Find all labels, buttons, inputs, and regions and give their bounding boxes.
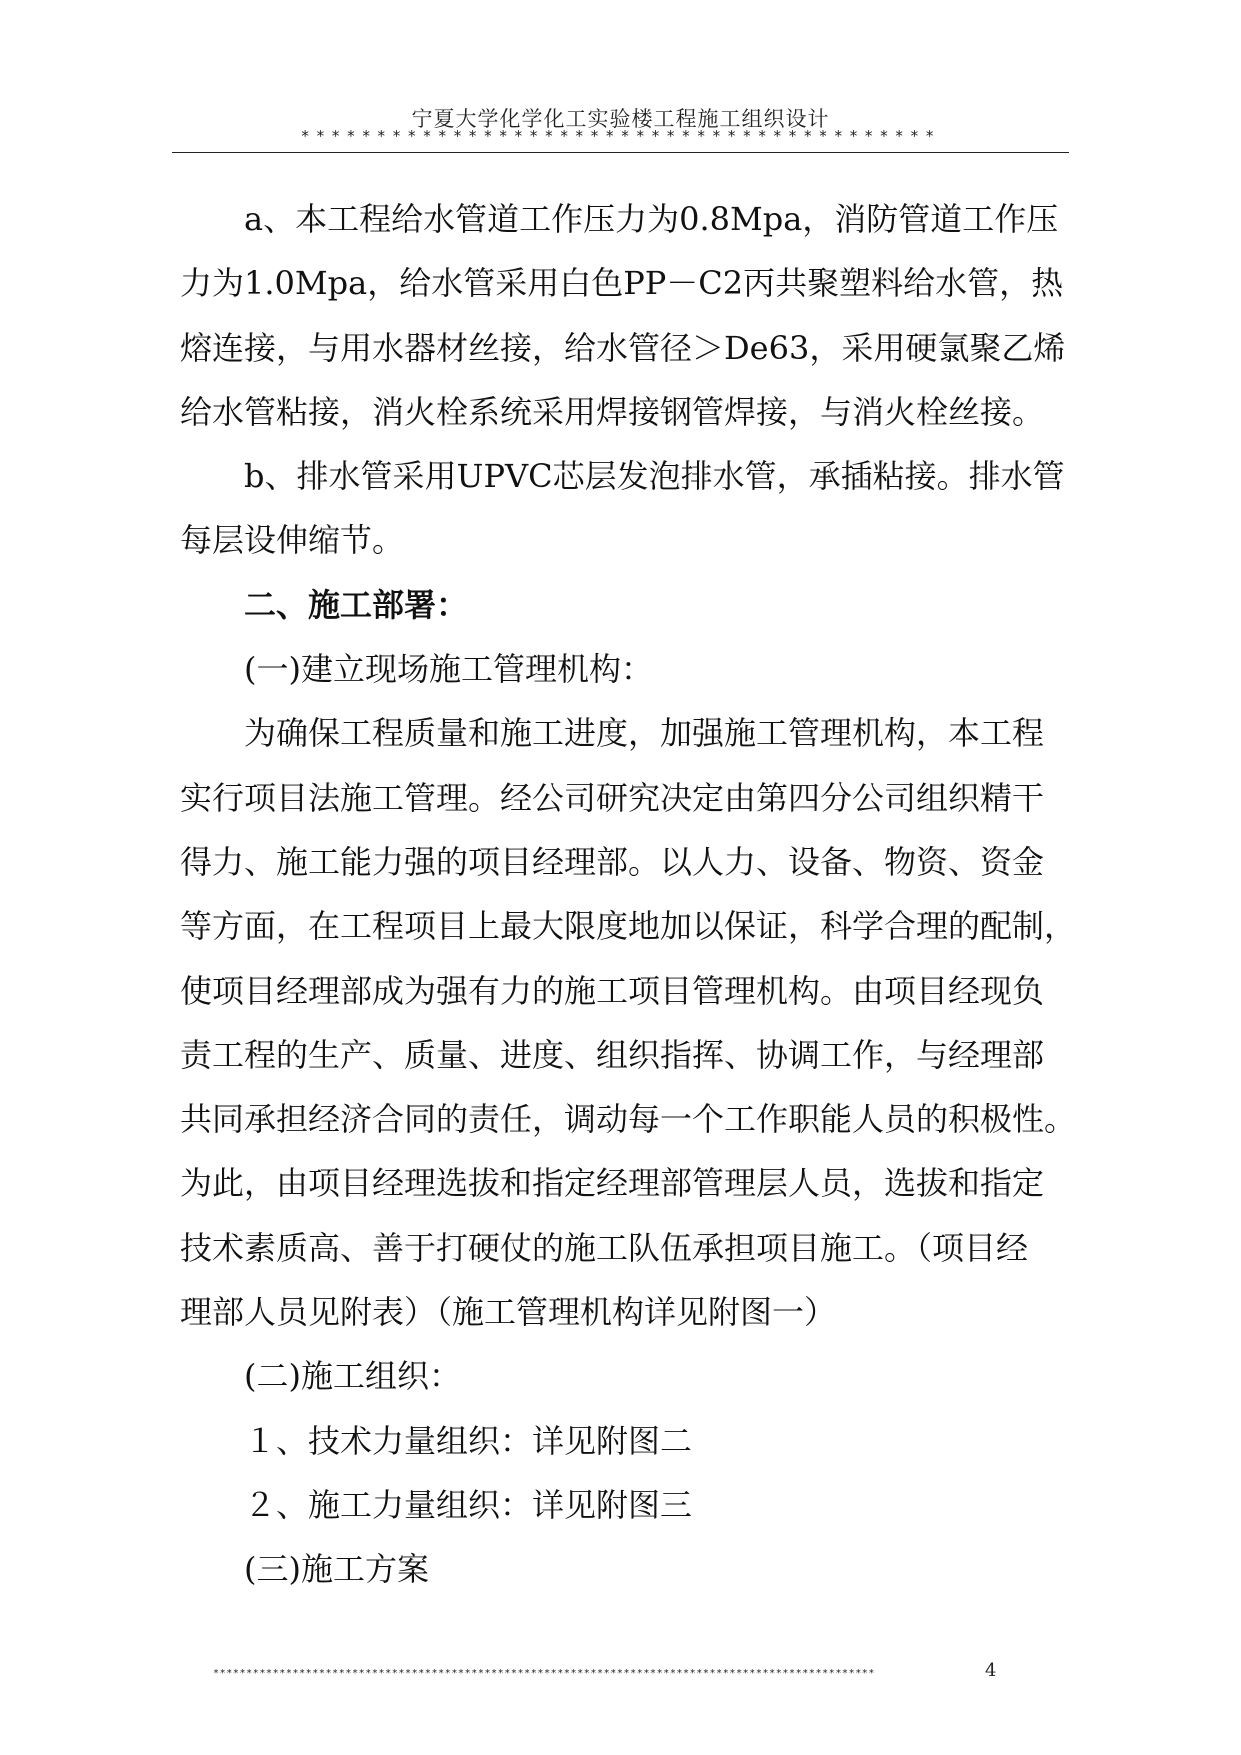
paragraph-line: 每层设伸缩节。 <box>180 521 405 560</box>
paragraph-line: 为确保工程质量和施工进度，加强施工管理机构，本工程 <box>244 714 1045 753</box>
paragraph-line: 理部人员见附表）（施工管理机构详见附图一） <box>180 1293 837 1332</box>
running-header-title: 宁夏大学化学化工实验楼工程施工组织设计 <box>411 107 830 131</box>
paragraph-line: 得力、施工能力强的项目经理部。以人力、设备、物资、资金 <box>180 842 1045 881</box>
paragraph-line: 给水管粘接，消火栓系统采用焊接钢管焊接，与消火栓丝接。 <box>180 392 1045 431</box>
header-divider <box>172 152 1069 153</box>
paragraph-line: 共同承担经济合同的责任，调动每一个工作职能人员的积极性。 <box>180 1100 1077 1139</box>
paragraph-line: 技术素质高、善于打硬仗的施工队伍承担项目施工。（项目经 <box>180 1228 1029 1267</box>
paragraph-line: 等方面，在工程项目上最大限度地加以保证，科学合理的配制， <box>180 907 1077 946</box>
paragraph-line: 实行项目法施工管理。经公司研究决定由第四分公司组织精干 <box>180 778 1045 817</box>
paragraph-line: 使项目经理部成为强有力的施工项目管理机构。由项目经现负 <box>180 971 1045 1010</box>
subsection-heading: (二)施工组织： <box>244 1357 461 1396</box>
subsection-heading: (一)建立现场施工管理机构： <box>244 650 653 689</box>
list-item: １、技术力量组织：详见附图二 <box>244 1421 693 1460</box>
paragraph-line: 为此，由项目经理选拔和指定经理部管理层人员，选拔和指定 <box>180 1164 1045 1203</box>
subsection-heading: (三)施工方案 <box>244 1550 429 1589</box>
header-star-rule: ****************************************** <box>300 127 941 145</box>
page-number: 4 <box>985 1660 997 1681</box>
section-heading: 二、施工部署： <box>244 585 469 624</box>
paragraph-line: a、本工程给水管道工作压力为0.8Mpa，消防管道工作压 <box>244 200 1059 238</box>
paragraph-line: 熔连接，与用水器材丝接，给水管径＞De63，采用硬氯聚乙烯 <box>180 328 1066 367</box>
paragraph-line: b、排水管采用UPVC芯层发泡排水管，承插粘接。排水管 <box>244 457 1065 496</box>
paragraph-line: 力为1.0Mpa，给水管采用白色PP－C2丙共聚塑料给水管，热 <box>180 264 1064 303</box>
list-item: ２、施工力量组织：详见附图三 <box>244 1485 693 1524</box>
paragraph-line: 责工程的生产、质量、进度、组织指挥、协调工作，与经理部 <box>180 1035 1045 1074</box>
document-body <box>180 187 1080 1602</box>
footer-star-rule: **************************************************************************************************** <box>213 1668 876 1679</box>
